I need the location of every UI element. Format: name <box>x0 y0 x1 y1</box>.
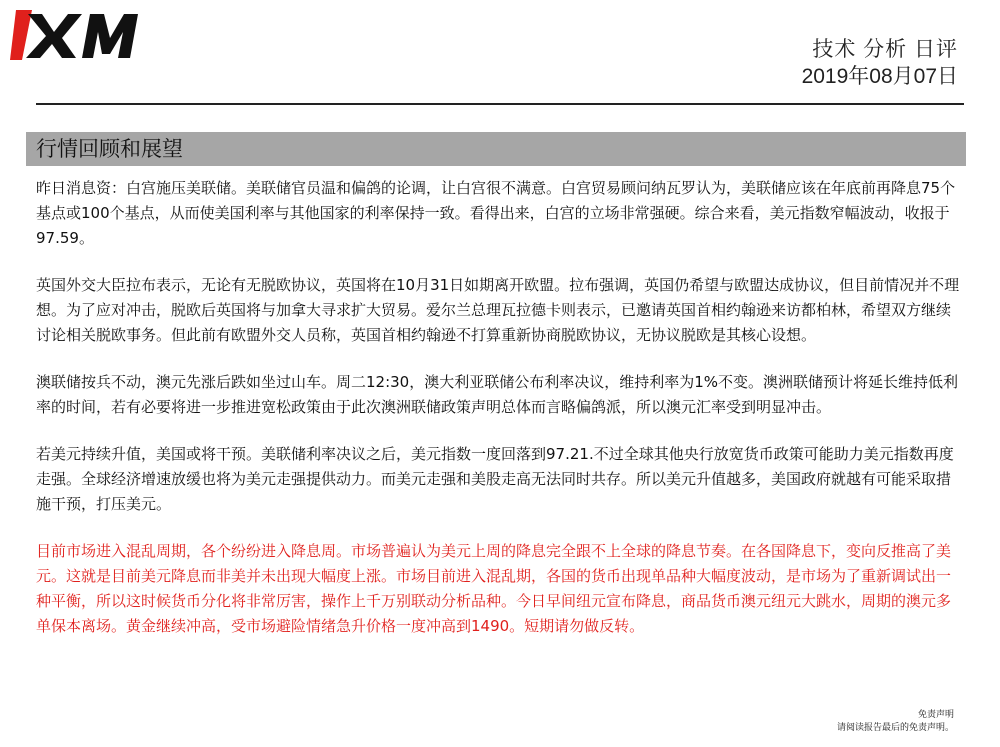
xm-logo <box>10 8 140 64</box>
header-divider <box>36 103 964 105</box>
paragraph-usd-intervention: 若美元持续升值，美国或将干预。美联储利率决议之后，美元指数一度回落到97.21.不过全球其他央行放宽货币政策可能助力美元指数再度走强。全球经济增速放缓也将为美元走强提供动力。而美元走强和美股走高无法同时共存。所以美元升值越多，美国政府就越有可能采取措施干预，打压美元。 <box>36 445 954 513</box>
disclaimer-title: 免责声明 <box>917 710 954 720</box>
report-header <box>802 36 958 90</box>
disclaimer-text: 请阅读报告最后的免责声明。 <box>836 723 954 733</box>
paragraph-brexit: 英国外交大臣拉布表示，无论有无脱欧协议，英国将在10月31日如期离开欧盟。拉布强调，英国仍希望与欧盟达成协议，但目前情况并不理想。为了应对冲击，脱欧后英国将与加拿大寻求扩大贸易。爱尔兰总理瓦拉德卡则表示，已邀请英国首相约翰逊来访都柏林，希望双方继续讨论相关脱欧事务。但此前有欧盟外交人员称，英国首相约翰逊不打算重新协商脱欧协议，无协议脱欧是其核心设想。 <box>36 276 960 344</box>
xm-logo-graphic <box>10 8 140 64</box>
paragraph-market-outlook: 目前市场进入混乱周期，各个纷纷进入降息周。市场普遍认为美元上周的降息完全跟不上全球的降息节奏。在各国降息下，变向反推高了美元。这就是目前美元降息而非美并未出现大幅度上涨。市场目前进入混乱期，各国的货币出现单品种大幅度波动，是市场为了重新调试出一种平衡，所以这时候货币分化将非常厉害，操作上千万别联动分析品种。今日早间纽元宣布降息，商品货币澳元纽元大跳水，周期的澳元多单保本离场。黄金继续冲高，受市场避险情绪急升价格一度冲高到1490。短期请勿做反转。 <box>36 542 952 635</box>
section-title: 行情回顾和展望 <box>36 137 183 161</box>
paragraph-rba: 澳联储按兵不动，澳元先涨后跌如坐过山车。周二12:30，澳大利亚联储公布利率决议，维持利率为1%不变。澳洲联储预计将延长维持低利率的时间，若有必要将进一步推进宽松政策由于此次澳洲联储政策声明总体而言略偏鸽派，所以澳元汇率受到明显冲击。 <box>36 373 959 416</box>
report-body <box>36 176 964 661</box>
section-header <box>26 132 966 166</box>
disclaimer <box>837 709 954 735</box>
report-title: 技术 分析 日评 <box>812 38 958 61</box>
report-date: 2019年08月07日 <box>801 65 958 88</box>
paragraph-usd-whitehouse: 昨日消息资：白宫施压美联储。美联储官员温和偏鸽的论调，让白宫很不满意。白宫贸易顾问纳瓦罗认为，美联储应该在年底前再降息75个基点或100个基点，从而使美国利率与其他国家的利率保持一致。看得出来，白宫的立场非常强硬。综合来看，美元指数窄幅波动，收报于97.59。 <box>36 179 956 247</box>
